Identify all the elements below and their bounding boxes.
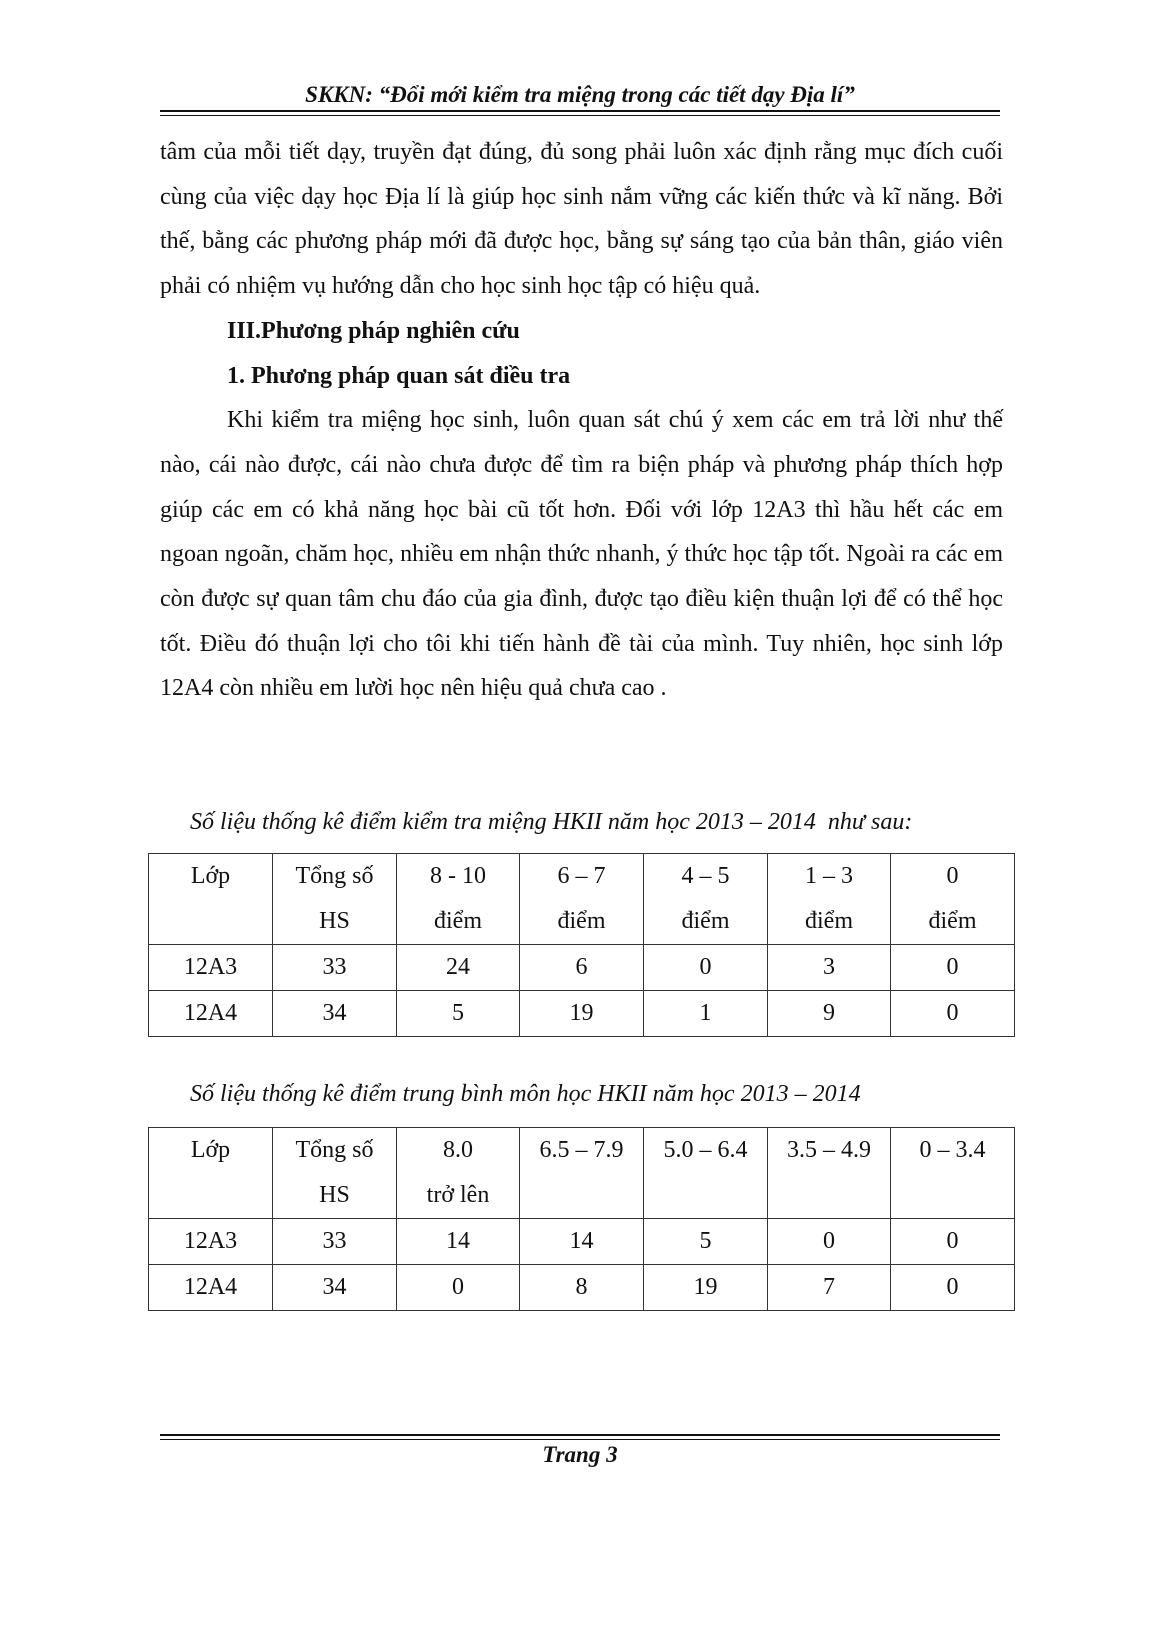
table-cell: 7	[768, 1265, 891, 1311]
table-row	[149, 1265, 1015, 1311]
table-cell: 1	[644, 991, 768, 1037]
class-name-cell: 12A3	[149, 1219, 273, 1265]
table-cell: 9	[768, 991, 891, 1037]
table-header-row	[149, 1128, 1015, 1219]
table-header-line: HS	[319, 1182, 350, 1208]
table-cell: 19	[520, 991, 644, 1037]
header-divider	[160, 110, 1000, 116]
table-header-cell	[891, 854, 1015, 945]
oral-test-score-table	[148, 853, 1015, 1037]
table-header-line: 8 - 10	[430, 863, 486, 889]
subsection-heading: 1. Phương pháp quan sát điều tra	[227, 362, 571, 389]
table-cell: 3	[768, 945, 891, 991]
table-header-line	[644, 1173, 767, 1218]
table-header-line: trở lên	[426, 1182, 490, 1208]
table-header-cell	[273, 1128, 397, 1219]
footer-divider	[160, 1434, 1000, 1440]
table-header-line: điểm	[928, 908, 977, 934]
table-cell: 14	[520, 1219, 644, 1265]
table-cell: 0	[891, 1265, 1015, 1311]
table-header-line: Tổng số	[295, 863, 374, 889]
section-heading-text: .Phương pháp nghiên cứu	[255, 317, 520, 344]
table-cell: 0	[768, 1219, 891, 1265]
table-header-line: 6.5 – 7.9	[539, 1137, 624, 1163]
table-cell: 0	[891, 1219, 1015, 1265]
table-cell: 0	[891, 945, 1015, 991]
table-header-line: điểm	[557, 908, 606, 934]
table-header-cell	[397, 854, 520, 945]
class-name-cell: 12A4	[149, 1265, 273, 1311]
section-heading	[160, 309, 1003, 354]
table-cell: 24	[397, 945, 520, 991]
table-header-line: Tổng số	[295, 1137, 374, 1163]
table2-caption: Số liệu thống kê điểm trung bình môn học HKII năm học 2013 – 2014	[190, 1081, 861, 1107]
section-heading-number: III	[227, 317, 256, 344]
table-header-cell	[397, 1128, 520, 1219]
table-cell: 6	[520, 945, 644, 991]
table-header-cell	[644, 1128, 768, 1219]
table-cell: 19	[644, 1265, 768, 1311]
table-header-line: 8.0	[443, 1137, 473, 1163]
average-score-table	[148, 1127, 1015, 1311]
table-cell: 34	[273, 1265, 397, 1311]
table-header-cell	[520, 854, 644, 945]
table-cell: 0	[397, 1265, 520, 1311]
table1-caption: Số liệu thống kê điểm kiểm tra miệng HKII năm học 2013 – 2014 như sau:	[190, 809, 913, 835]
table-header-line: điểm	[805, 908, 853, 934]
table-cell: 34	[273, 991, 397, 1037]
table-header-line	[149, 1173, 272, 1218]
table-cell: 14	[397, 1219, 520, 1265]
table-header-line: HS	[319, 908, 350, 934]
table-row	[149, 991, 1015, 1037]
table-cell: 5	[397, 991, 520, 1037]
table-header-line: 4 – 5	[681, 863, 730, 889]
table-header-line	[149, 899, 272, 944]
table-header-line: 0 – 3.4	[919, 1137, 986, 1163]
table-header-line	[520, 1173, 643, 1218]
table-header-line	[768, 1173, 890, 1218]
table-row	[149, 945, 1015, 991]
table-header-cell	[149, 1128, 273, 1219]
table-header-cell	[644, 854, 768, 945]
table-cell: 33	[273, 1219, 397, 1265]
table-cell: 0	[644, 945, 768, 991]
table-header-cell	[891, 1128, 1015, 1219]
table-header-cell	[273, 854, 397, 945]
table-cell: 33	[273, 945, 397, 991]
table-header-cell	[768, 1128, 891, 1219]
table-header-line: điểm	[681, 908, 730, 934]
main-content	[160, 130, 1003, 711]
table-row	[149, 1219, 1015, 1265]
table-header-line: 0	[946, 863, 959, 889]
table-header-line: 1 – 3	[805, 863, 853, 889]
table-header-line: 6 – 7	[557, 863, 606, 889]
page-number: Trang 3	[542, 1442, 618, 1467]
table-header-line: điểm	[434, 908, 482, 934]
paragraph-observation: Khi kiểm tra miệng học sinh, luôn quan sát chú ý xem các em trả lời như thế nào, cái nào được, cái nào chưa được để tìm ra biện pháp và phương pháp thích hợp giúp các em có khả năng học bài cũ tốt hơn. Đối với lớp 12A3 thì hầu hết các em ngoan ngoãn, chăm học, nhiều em nhận thức nhanh, ý thức học tập tốt. Ngoài ra các em còn được sự quan tâm chu đáo của gia đình, được tạo điều kiện thuận lợi để có thể học tốt. Điều đó thuận lợi cho tôi khi tiến hành đề tài của mình. Tuy nhiên, học sinh lớp 12A4 còn nhiều em lười học nên hiệu quả chưa cao .	[160, 407, 1003, 702]
table-header-cell	[768, 854, 891, 945]
class-name-cell: 12A4	[149, 991, 273, 1037]
table-cell: 5	[644, 1219, 768, 1265]
table-header-line: 3.5 – 4.9	[787, 1137, 871, 1163]
table-header-line: 5.0 – 6.4	[663, 1137, 748, 1163]
table-header-row	[149, 854, 1015, 945]
table-header-line: Lớp	[190, 1137, 231, 1163]
table-cell: 8	[520, 1265, 644, 1311]
table-header-cell	[520, 1128, 644, 1219]
table-header-line: Lớp	[190, 863, 231, 889]
table-header-line	[891, 1173, 1014, 1218]
class-name-cell: 12A3	[149, 945, 273, 991]
paragraph-intro: tâm của mỗi tiết dạy, truyền đạt đúng, đủ song phải luôn xác định rằng mục đích cuối cùng của việc dạy học Địa lí là giúp học sinh nắm vững các kiến thức và kĩ năng. Bởi thế, bằng các phương pháp mới đã được học, bằng sự sáng tạo của bản thân, giáo viên phải có nhiệm vụ hướng dẫn cho học sinh học tập có hiệu quả.	[160, 139, 1003, 300]
page-header-title: SKKN: “Đổi mới kiểm tra miệng trong các tiết dạy Địa lí”	[305, 82, 855, 107]
table-cell: 0	[891, 991, 1015, 1037]
table-header-cell	[149, 854, 273, 945]
